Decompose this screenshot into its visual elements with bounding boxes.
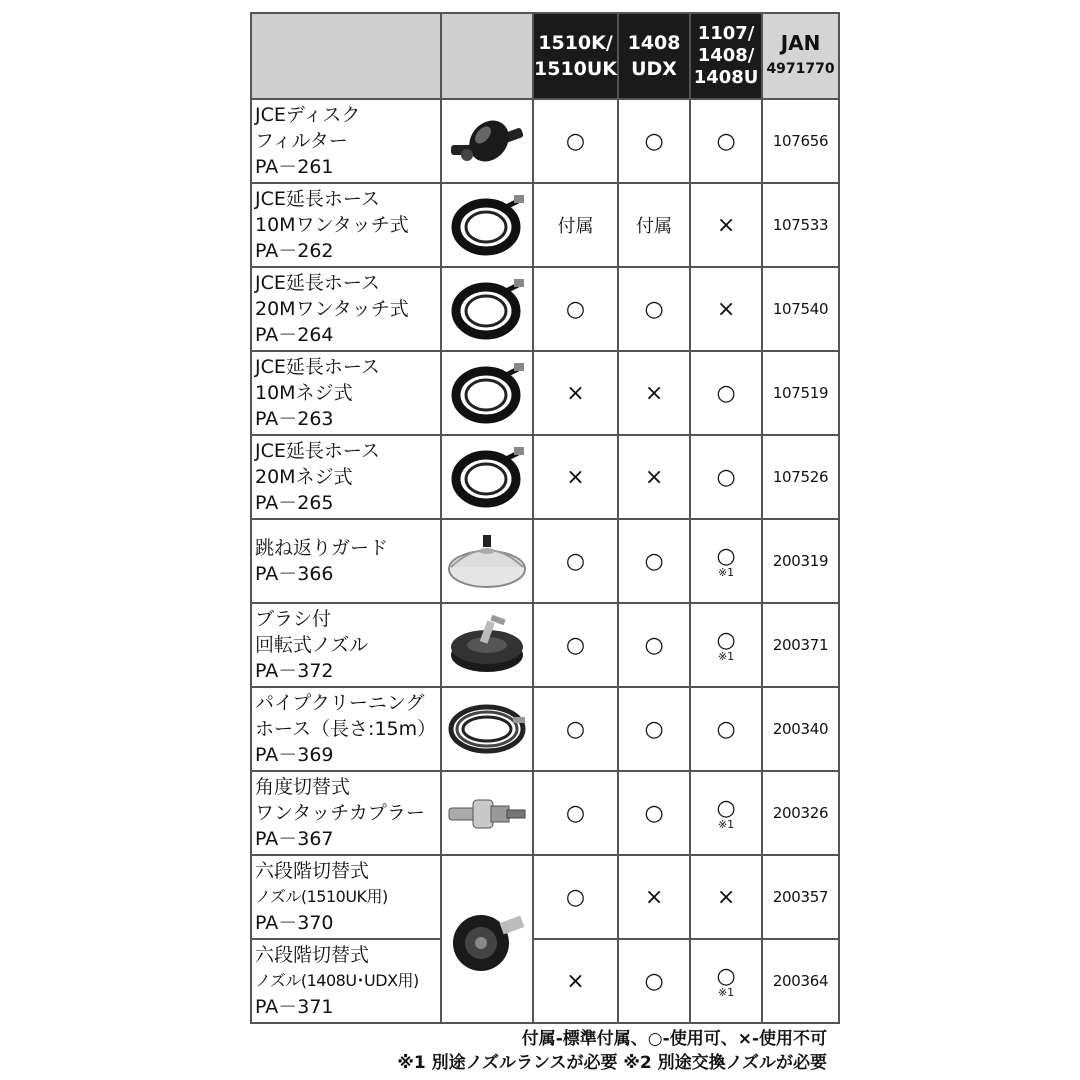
hose-coil-image: [441, 351, 533, 435]
product-name: ブラシ付 回転式ノズル PA－372: [251, 603, 441, 687]
compat-mark-c2: ×: [618, 435, 690, 519]
rotary-nozzle-image: [441, 603, 533, 687]
jan-code: 107533: [762, 183, 839, 267]
compat-mark-c1: ○: [533, 267, 618, 351]
header-model-1408: 1408 UDX: [618, 13, 690, 99]
compat-mark-c2: ○: [618, 519, 690, 603]
compat-mark-c3: ×: [690, 855, 762, 939]
footnote-ref: ※1: [717, 817, 735, 831]
compat-mark-c3: ○: [690, 99, 762, 183]
disc-filter-image: [441, 99, 533, 183]
header-model-1107: 1107/ 1408/ 1408U: [690, 13, 762, 99]
product-name: 角度切替式 ワンタッチカプラー PA－367: [251, 771, 441, 855]
table-row: [251, 351, 839, 435]
compat-mark-c3: ○ ※1: [690, 939, 762, 1023]
table-row: [251, 99, 839, 183]
compat-mark-c1: ×: [533, 435, 618, 519]
header-jan: JAN 4971770: [762, 13, 839, 99]
product-name: JCE延長ホース 10Mネジ式 PA－263: [251, 351, 441, 435]
compat-mark-c3: ○ ※1: [690, 603, 762, 687]
compat-mark-c2: ○: [618, 771, 690, 855]
compat-mark-c2: ○: [618, 939, 690, 1023]
jan-code: 200371: [762, 603, 839, 687]
header-model-1510k: 1510K/ 1510UK: [533, 13, 618, 99]
table-row: [251, 603, 839, 687]
footer-legend: 付属-標準付属、○-使用可、×-使用不可: [521, 1029, 827, 1049]
header-blank-image: [441, 13, 533, 99]
six-step-nozzle-image: [441, 855, 533, 1023]
compat-mark-c3: ×: [690, 183, 762, 267]
jan-code: 107519: [762, 351, 839, 435]
table-row: [251, 435, 839, 519]
product-name: JCEディスク フィルター PA－261: [251, 99, 441, 183]
compat-mark-c1: ×: [533, 939, 618, 1023]
compat-mark-c2: 付属: [618, 183, 690, 267]
compat-mark-c3: ○ ※1: [690, 519, 762, 603]
compat-mark-c3: ○: [690, 351, 762, 435]
compat-mark-c1: ×: [533, 351, 618, 435]
hose-coil-image: [441, 267, 533, 351]
footnote-ref: ※1: [717, 985, 735, 999]
table-row: [251, 267, 839, 351]
compat-mark-c1: ○: [533, 99, 618, 183]
compat-mark-c1: ○: [533, 687, 618, 771]
compat-mark-c2: ○: [618, 603, 690, 687]
header-blank-name: [251, 13, 441, 99]
product-name: 跳ね返りガード PA－366: [251, 519, 441, 603]
accessory-compatibility-table: [250, 12, 840, 1024]
table-row: [251, 687, 839, 771]
table-row: [251, 519, 839, 603]
footnote-ref: ※1: [717, 649, 735, 663]
product-name: JCE延長ホース 20Mネジ式 PA－265: [251, 435, 441, 519]
compat-mark-c1: ○: [533, 519, 618, 603]
compat-mark-c3: ○ ※1: [690, 771, 762, 855]
product-name: JCE延長ホース 10Mワンタッチ式 PA－262: [251, 183, 441, 267]
product-name: 六段階切替式 ノズル(1510UK用) PA－370: [251, 855, 441, 939]
compat-mark-c2: ○: [618, 99, 690, 183]
compat-mark-c1: ○: [533, 855, 618, 939]
compat-mark-c2: ×: [618, 351, 690, 435]
compat-mark-c3: ○: [690, 687, 762, 771]
jan-code: 200319: [762, 519, 839, 603]
jan-code: 107526: [762, 435, 839, 519]
table-row: [251, 855, 839, 939]
table-row: [251, 771, 839, 855]
jan-code: 200364: [762, 939, 839, 1023]
table-row: [251, 939, 839, 1023]
compat-mark-c2: ○: [618, 687, 690, 771]
hose-coil-image: [441, 183, 533, 267]
compat-mark-c2: ×: [618, 855, 690, 939]
coupler-image: [441, 771, 533, 855]
compat-mark-c1: ○: [533, 603, 618, 687]
header-row: [251, 13, 839, 99]
splash-guard-image: [441, 519, 533, 603]
jan-code: 200357: [762, 855, 839, 939]
footnote-ref: ※1: [717, 565, 735, 579]
product-name: JCE延長ホース 20Mワンタッチ式 PA－264: [251, 267, 441, 351]
jan-code: 107540: [762, 267, 839, 351]
compat-mark-c3: ○: [690, 435, 762, 519]
jan-code: 200326: [762, 771, 839, 855]
compat-mark-c1: ○: [533, 771, 618, 855]
pipe-hose-image: [441, 687, 533, 771]
compat-mark-c3: ×: [690, 267, 762, 351]
footer-notes: ※1 別途ノズルランスが必要 ※2 別途交換ノズルが必要: [397, 1053, 827, 1073]
hose-coil-image: [441, 435, 533, 519]
compat-mark-c2: ○: [618, 267, 690, 351]
product-name: 六段階切替式 ノズル(1408U･UDX用) PA－371: [251, 939, 441, 1023]
compat-mark-c1: 付属: [533, 183, 618, 267]
table-row: [251, 183, 839, 267]
jan-code: 107656: [762, 99, 839, 183]
jan-code: 200340: [762, 687, 839, 771]
product-name: パイプクリーニング ホース（長さ:15m） PA－369: [251, 687, 441, 771]
